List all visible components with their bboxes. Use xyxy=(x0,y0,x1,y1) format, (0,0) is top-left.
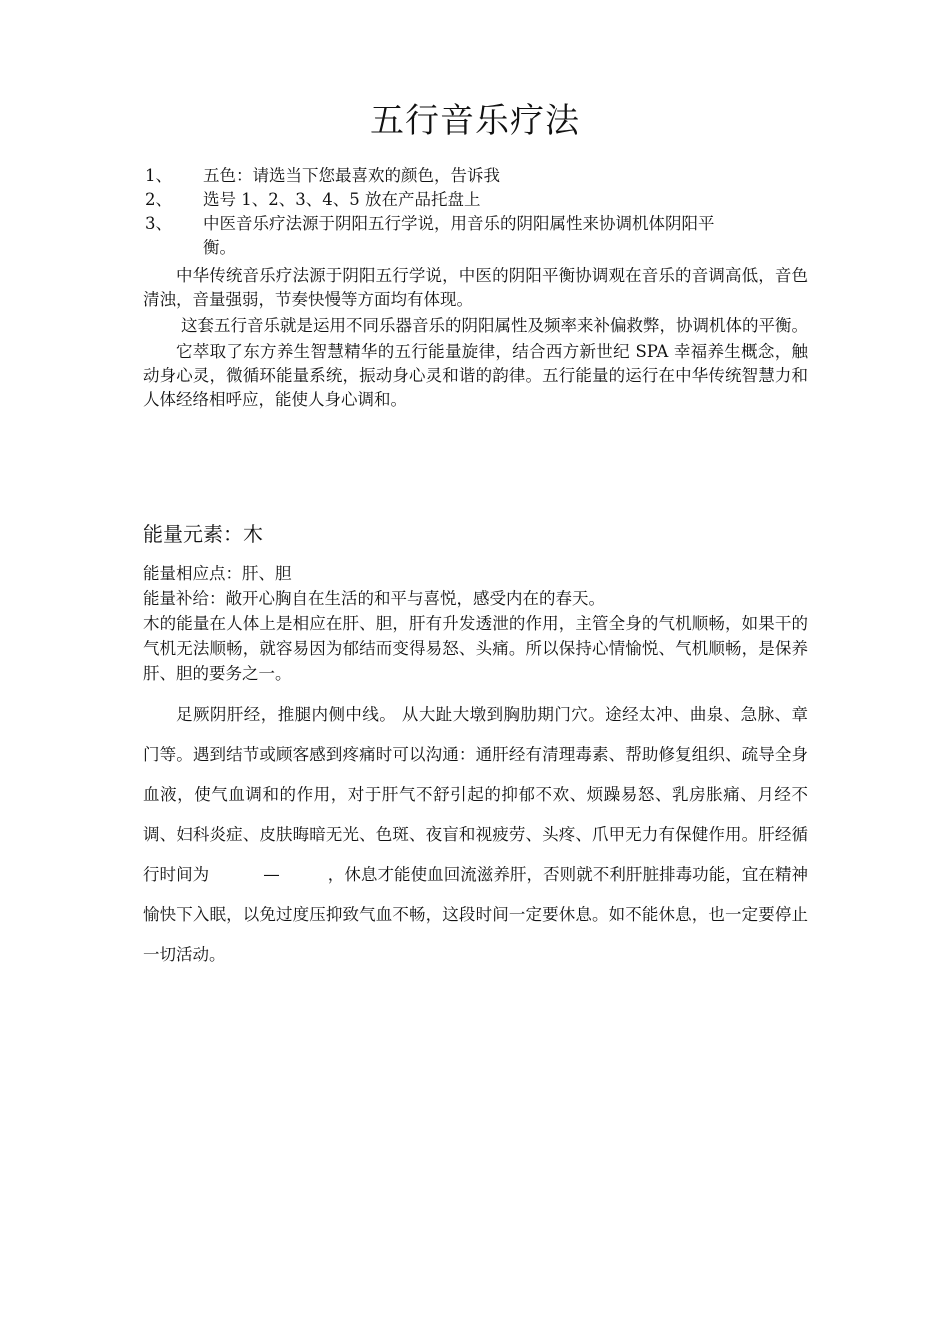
meridian-text-part2: ，休息才能使血回流滋养肝，否则就不利肝脏排毒功能，宜在精神愉快下入眠，以免过度压抑致气血不畅，这段时间一定要休息。如不能休息，也一定要停止一切活动。 xyxy=(143,865,809,964)
list-item-text: 中医音乐疗法源于阴阳五行学说，用音乐的阴阳属性来协调机体阴阳平 xyxy=(203,214,715,233)
intro-paragraph: 中华传统音乐疗法源于阴阳五行学说，中医的阴阳平衡协调观在音乐的音调高低，音色清浊，音量强弱，节奏快慢等方面均有体现。 xyxy=(143,266,808,309)
energy-supply-line: 能量补给：敞开心胸自在生活的和平与喜悦，感受内在的春天。 xyxy=(143,589,605,608)
numbered-list xyxy=(143,164,813,260)
list-item-text: 五色：请选当下您最喜欢的颜色，告诉我 xyxy=(203,166,500,185)
meridian-paragraph xyxy=(143,695,808,975)
document-title: 五行音乐疗法 xyxy=(370,101,580,141)
element-section xyxy=(143,561,808,686)
list-item xyxy=(143,188,813,212)
list-item xyxy=(143,212,813,260)
intro-paragraphs xyxy=(143,264,808,414)
list-item-continuation: 衡。 xyxy=(203,238,236,257)
meridian-paragraph-block xyxy=(143,695,808,975)
list-item-number: 2、 xyxy=(145,190,172,209)
intro-paragraph: 它萃取了东方养生智慧精华的五行能量旋律，结合西方新世纪 SPA 幸福养生概念，触动身心灵，微循环能量系统，振动身心灵和谐的韵律。五行能量的运行在中华传统智慧力和人体经络相呼应，能使人身心调和。 xyxy=(143,342,808,409)
meridian-text-part1: 足厥阴肝经，推腿内侧中线。 从大趾大墩到胸肋期门穴。途经太冲、曲泉、急脉、章门等。遇到结节或顾客感到疼痛时可以沟通：通肝经有清理毒素、帮助修复组织、疏导全身血液，使气血调和的作用，对于肝气不舒引起的抑郁不欢、烦躁易怒、乳房胀痛、月经不调、妇科炎症、皮肤晦暗无光、色斑、夜盲和视疲劳、头疼、爪甲无力有保健作用。肝经循行时间为 xyxy=(143,705,808,884)
list-item-text: 选号 1、2、3、4、5 放在产品托盘上 xyxy=(203,190,481,209)
list-item xyxy=(143,164,813,188)
list-item-number: 3、 xyxy=(145,214,172,233)
energy-points-line: 能量相应点：肝、胆 xyxy=(143,564,292,583)
time-dash: — xyxy=(263,865,280,884)
list-item-number: 1、 xyxy=(145,166,172,185)
intro-paragraph: 这套五行音乐就是运用不同乐器音乐的阴阳属性及频率来补偏救弊，协调机体的平衡。 xyxy=(180,316,808,335)
section-heading: 能量元素：木 xyxy=(143,522,263,546)
wood-energy-paragraph: 木的能量在人体上是相应在肝、胆，肝有升发透泄的作用，主管全身的气机顺畅，如果干的气机无法顺畅，就容易因为郁结而变得易怒、头痛。所以保持心情愉悦、气机顺畅，是保养肝、胆的要务之一。 xyxy=(143,614,808,683)
